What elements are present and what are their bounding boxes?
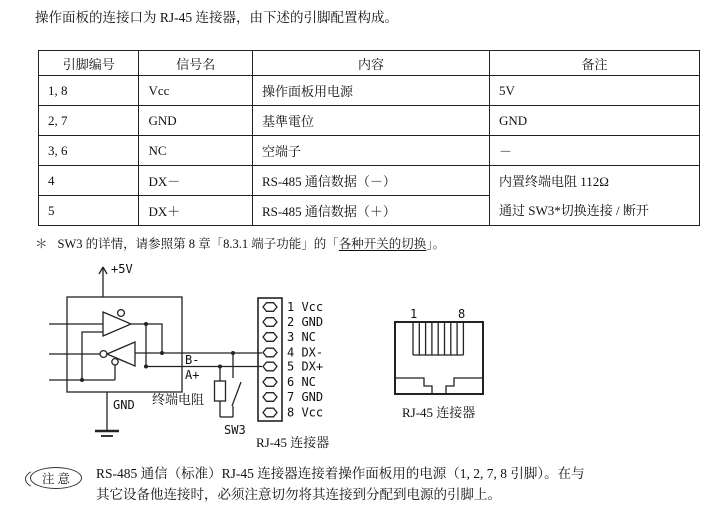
footnote-suffix: 」。 xyxy=(426,237,446,251)
pin-configuration-table xyxy=(38,50,700,226)
cell-signal: DX－ xyxy=(139,166,253,196)
footnote-text: SW3 的详情，请参照第 8 章「8.3.1 端子功能」的「 xyxy=(57,237,339,251)
rj45-pin-header xyxy=(256,298,329,450)
svg-text:GND: GND xyxy=(113,398,135,412)
caution-stamp: 注意 xyxy=(30,467,82,489)
svg-text:RJ-45 连接器: RJ-45 连接器 xyxy=(402,405,476,420)
cell-signal: GND xyxy=(139,106,253,136)
svg-text:A+: A+ xyxy=(185,368,200,382)
cell-pin: 1, 8 xyxy=(39,76,139,106)
cell-content: 空端子 xyxy=(252,136,489,166)
cell-pin: 2, 7 xyxy=(39,106,139,136)
sw3-switch xyxy=(224,353,246,437)
receiver-buffer xyxy=(49,342,135,366)
svg-text:1: 1 xyxy=(410,307,418,321)
sw3-footnote xyxy=(35,234,445,252)
remark-line-2: 通过 SW3*切换连接 / 断开 xyxy=(499,202,649,218)
header-content: 内容 xyxy=(252,51,489,76)
cell-pin: 4 xyxy=(39,166,139,196)
header-remark: 备注 xyxy=(490,51,700,76)
svg-text:RJ-45 连接器: RJ-45 连接器 xyxy=(256,435,330,450)
cell-remark-merged xyxy=(490,166,700,226)
caution-line-2: 其它设备他连接时，必须注意切勿将其连接到分配到电源的引脚上。 xyxy=(96,487,501,502)
cell-pin: 3, 6 xyxy=(39,136,139,166)
cell-content: 基準電位 xyxy=(252,106,489,136)
rj45-jack-front-view xyxy=(395,307,483,420)
rs485-circuit-diagram xyxy=(0,255,711,460)
header-pin-number: 引脚编号 xyxy=(39,51,139,76)
svg-text:6 NC: 6 NC xyxy=(287,375,316,389)
table-row xyxy=(39,136,700,166)
cell-content: RS-485 通信数据（－） xyxy=(252,166,489,196)
svg-text:8: 8 xyxy=(458,307,466,321)
table-row xyxy=(39,76,700,106)
power-5v-lead xyxy=(99,262,133,297)
table-header-row xyxy=(39,51,700,76)
svg-text:+5V: +5V xyxy=(111,262,133,276)
caution-line-1: RS-485 通信（标准）RJ-45 连接器连接着操作面板用的电源（1, 2, 7, 8 引脚）。在与 xyxy=(96,466,585,481)
cell-content: 操作面板用电源 xyxy=(252,76,489,106)
cell-signal: DX＋ xyxy=(139,196,253,226)
svg-text:1 Vcc: 1 Vcc xyxy=(287,300,324,314)
svg-text:终端电阻: 终端电阻 xyxy=(152,392,205,407)
driver-buffer xyxy=(49,310,162,366)
header-signal-name: 信号名 xyxy=(139,51,253,76)
svg-text:2 GND: 2 GND xyxy=(287,315,324,329)
caution-note xyxy=(30,463,702,505)
cell-remark: 5V xyxy=(490,76,700,106)
svg-text:3 NC: 3 NC xyxy=(287,330,316,344)
table-row xyxy=(39,106,700,136)
cell-pin: 5 xyxy=(39,196,139,226)
svg-text:SW3: SW3 xyxy=(224,423,246,437)
svg-text:4 DX-: 4 DX- xyxy=(287,345,324,360)
footnote-asterisk: ＊ xyxy=(35,237,48,251)
svg-text:7 GND: 7 GND xyxy=(287,390,324,404)
cell-remark: GND xyxy=(490,106,700,136)
intro-paragraph: 操作面板的连接口为 RJ-45 连接器，由下述的引脚配置构成。 xyxy=(35,10,399,25)
cell-signal: Vcc xyxy=(139,76,253,106)
caution-text xyxy=(96,463,585,505)
table-row xyxy=(39,166,700,196)
ground-symbol xyxy=(95,392,135,436)
remark-line-1: 内置终端电阻 112Ω xyxy=(499,173,609,189)
svg-text:B-: B- xyxy=(185,353,200,367)
differential-pair-lines xyxy=(135,351,262,382)
svg-text:8 Vcc: 8 Vcc xyxy=(287,405,324,420)
cell-remark: － xyxy=(490,136,700,166)
svg-text:5 DX+: 5 DX+ xyxy=(287,359,324,374)
enable-lead xyxy=(49,332,118,382)
cell-content: RS-485 通信数据（＋） xyxy=(252,196,489,226)
footnote-link[interactable]: 各种开关的切换 xyxy=(338,237,427,251)
cell-signal: NC xyxy=(139,136,253,166)
